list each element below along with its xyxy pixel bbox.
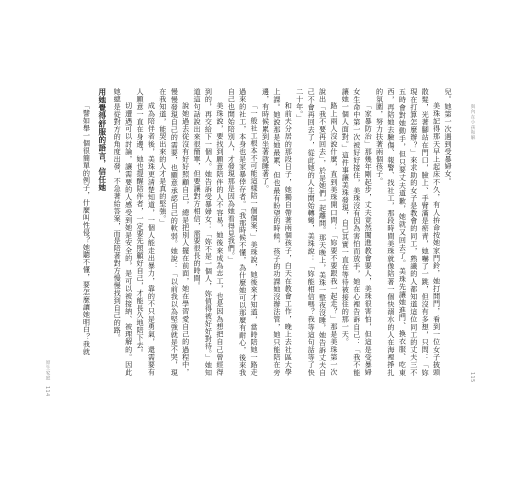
paragraph: 路上兩人沒說什麼，直到美珠開口問：「妳要不要跟我一起走？」那是美珠第一次說出「我不要再回去」，於是她們一起離開。那天晚上，美珠一整夜沒睡，她告訴丈夫自己不會再回去了，從此她的人生開始轉彎，美珠說：「妳能相信嗎？我等這句話等了快二十年。」 bbox=[295, 88, 339, 376]
paragraph: 和前夫分居的那段日子，她獨自帶著兩個孩子，白天在教會工作，晚上去社區大學上課。她說那是她最累、但也最有盼望的時候，孩子的功課她沒辦法管，她只能陪在旁邊，有時候累到坐著就睡著了。 bbox=[261, 88, 294, 376]
body-text bbox=[58, 88, 454, 376]
section-heading: 用她覺得舒服的語言，信任她 bbox=[97, 88, 107, 192]
paragraph: 成為陪伴者後，美珠更清楚知道，一個人能走出暴力，靠的不只是勇氣，還需要有人願意一直在身邊，她也提醒陪伴者，一定要先照顧好自己，才能長久地陪下去。 bbox=[136, 88, 157, 376]
paragraph: 美珠記得那天早上起床不久，有人拚命按她家門鈴，她打開門，看到一位女子披頭散髮，光著腳站在門口，臉上、手臂滿是瘀青，她嚇了一跳，但沒有多想，只問：「妳現在打算怎麼辦？」來求助的女子是教會的同工，熟識的人都知道這位同工的丈夫三不五時會對她動手，但只要丈夫道歉，她就又回去了。美珠先讓她進門、換衣服、吃東西，再陪她去驗傷、報警、找社工，那段時間美珠就像陪著一個快溺水的人在海裡掙扎的氛圍，努力扶著兩個孩子。 bbox=[375, 88, 442, 376]
paragraph: 說她過去從沒有好好照顧自己，總是把別人擺在前面，她在學習愛自己的過程中，慢慢發現自己的需要，也願意承認自己的軟弱。她說：「以前我以為堅強就是不哭，現在我知道，能哭出來的人才是真的堅強。」 bbox=[158, 88, 191, 376]
running-head-right: 與內在小孩和解 bbox=[470, 104, 475, 141]
paragraph: 切遭遇可以討論，讓需要的人感受到她是安全的，是可以被接納、被理解的。因此她總是從對方的角度出發，不急著給答案，而是陪著對方慢慢找到自己的路。 bbox=[113, 88, 134, 376]
paragraph: 「家暴防治」那幾年剛起步，丈夫竟然闖進教會要人，美珠很害怕，但這是受暴婦女生命中第一次被好好接住，美珠沒有因為害怕而放手，她在心裡告訴自己：「我不能讓她一個人面對。」這件事讓美珠發現，自己其實一直在等待被接住的那一天。 bbox=[341, 88, 374, 376]
running-head-left: 原生家庭 bbox=[45, 360, 50, 381]
paragraph: 兒。她第一次遇到受暴婦女。 bbox=[444, 88, 453, 185]
paragraph: 「一般社工根本不可能這樣陪一個個案，」美珠說，她後來才知道，當時陪她一路走過來的社工，本身也是家暴倖存者。「我那時候不懂，為什麼她可以那麼有耐心，後來我自己也開始陪別人，才發現那是因為她看得見我們。」 bbox=[227, 88, 260, 376]
paragraph: 「譬如舉一個很簡單的例子，什麼叫性侵？她聽不懂，要怎麼讓她明白？我就 bbox=[82, 102, 92, 356]
page-number-left: 114 bbox=[44, 386, 49, 397]
paragraph: 美珠說，要找到願意陪伴的人不容易，她後來成為志工，也是因為想把自己曾經得到的，再交給下一個人。她告訴受暴婦女：「妳不是一個人，妳值得被好好對待。」她知道這句話說出來很簡單，但要讓對方相信，需要很長的時間。 bbox=[193, 88, 225, 376]
page-number-right: 115 bbox=[469, 372, 474, 383]
